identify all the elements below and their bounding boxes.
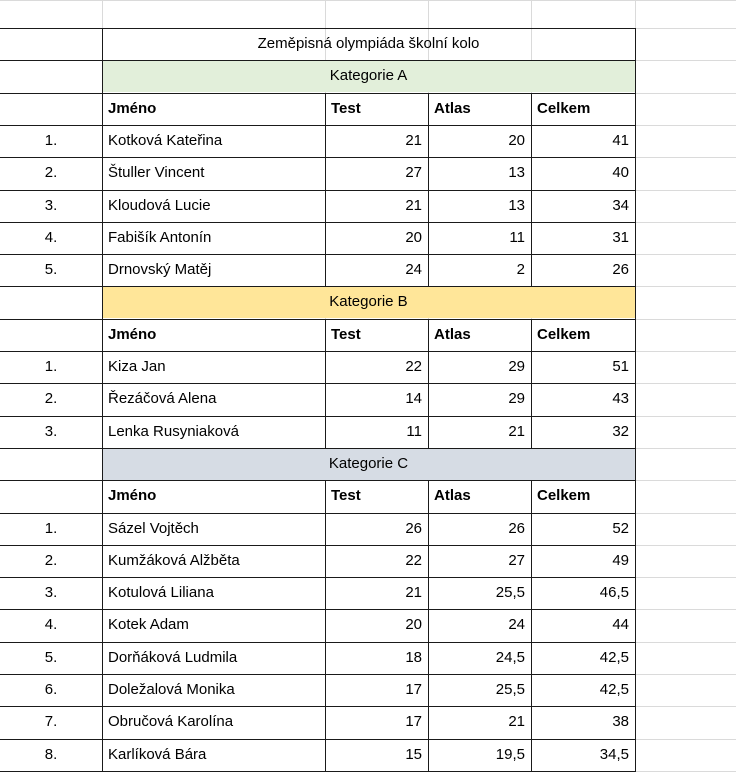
row-border <box>0 577 635 578</box>
row-border <box>0 545 635 546</box>
rank-cell[interactable]: 5. <box>44 649 58 666</box>
grid-line <box>635 157 736 158</box>
total-cell[interactable]: 49 <box>612 552 629 569</box>
grid-line <box>635 125 736 126</box>
test-cell[interactable]: 20 <box>405 616 422 633</box>
total-cell[interactable]: 34,5 <box>599 746 629 763</box>
test-cell[interactable]: 22 <box>405 358 422 375</box>
column-border <box>325 93 326 287</box>
row-border <box>0 416 635 417</box>
category-header[interactable]: Kategorie C <box>328 455 409 472</box>
rank-cell[interactable]: 2. <box>44 390 58 407</box>
rank-cell[interactable]: 8. <box>44 746 58 763</box>
row-border <box>0 609 635 610</box>
total-cell[interactable]: 40 <box>612 164 629 181</box>
rank-cell[interactable]: 1. <box>44 358 58 375</box>
total-cell[interactable]: 51 <box>612 358 629 375</box>
grid-line <box>635 706 736 707</box>
atlas-cell[interactable]: 25,5 <box>495 681 525 698</box>
name-cell[interactable]: Sázel Vojtěch <box>108 520 199 537</box>
row-border <box>0 448 635 449</box>
column-border <box>428 480 429 772</box>
grid-line <box>635 739 736 740</box>
grid-line <box>635 545 736 546</box>
row-border <box>0 222 635 223</box>
column-border <box>428 93 429 287</box>
row-border <box>0 93 635 94</box>
grid-line <box>635 190 736 191</box>
grid-line <box>635 319 736 320</box>
rank-cell[interactable]: 1. <box>44 132 58 149</box>
grid-line <box>635 577 736 578</box>
total-cell[interactable]: 38 <box>612 713 629 730</box>
test-cell[interactable]: 15 <box>405 746 422 763</box>
name-cell[interactable]: Řezáčová Alena <box>108 390 217 407</box>
grid-line <box>635 609 736 610</box>
rank-cell[interactable]: 4. <box>44 616 58 633</box>
name-cell[interactable]: Fabišík Antonín <box>108 229 212 246</box>
test-cell[interactable]: 21 <box>405 197 422 214</box>
atlas-cell[interactable]: 24 <box>508 616 525 633</box>
test-cell[interactable]: 18 <box>405 649 422 666</box>
grid-line <box>635 93 736 94</box>
rank-cell[interactable]: 2. <box>44 552 58 569</box>
column-border <box>428 319 429 449</box>
total-cell[interactable]: 43 <box>612 390 629 407</box>
atlas-cell[interactable]: 13 <box>508 197 525 214</box>
total-cell[interactable]: 46,5 <box>599 584 629 601</box>
column-header-atlas[interactable]: Atlas <box>434 487 471 504</box>
grid-line <box>635 642 736 643</box>
test-cell[interactable]: 17 <box>405 681 422 698</box>
test-cell[interactable]: 24 <box>405 261 422 278</box>
name-cell[interactable]: Dorňáková Ludmila <box>108 649 238 666</box>
row-border <box>0 60 635 61</box>
column-header-name[interactable]: Jméno <box>108 487 157 504</box>
name-cell[interactable]: Kumžáková Alžběta <box>108 552 240 569</box>
name-cell[interactable]: Kotulová Liliana <box>108 584 214 601</box>
atlas-cell[interactable]: 26 <box>508 520 525 537</box>
name-cell[interactable]: Doležalová Monika <box>108 681 235 698</box>
rank-cell[interactable]: 2. <box>44 164 58 181</box>
atlas-cell[interactable]: 11 <box>509 229 525 246</box>
rank-cell[interactable]: 3. <box>44 584 58 601</box>
row-border <box>0 28 635 29</box>
total-cell[interactable]: 26 <box>612 261 629 278</box>
grid-line <box>635 448 736 449</box>
total-cell[interactable]: 42,5 <box>599 681 629 698</box>
row-border <box>0 157 635 158</box>
name-cell[interactable]: Kloudová Lucie <box>108 197 211 214</box>
atlas-cell[interactable]: 20 <box>508 132 525 149</box>
grid-line <box>635 222 736 223</box>
row-border <box>0 706 635 707</box>
test-cell[interactable]: 21 <box>405 584 422 601</box>
row-border <box>0 513 635 514</box>
name-cell[interactable]: Karlíková Bára <box>108 746 207 763</box>
column-header-name[interactable]: Jméno <box>108 326 157 343</box>
total-cell[interactable]: 52 <box>612 520 629 537</box>
row-border <box>0 739 635 740</box>
column-header-atlas[interactable]: Atlas <box>434 326 471 343</box>
row-border <box>0 190 635 191</box>
sheet-title[interactable]: Zeměpisná olympiáda školní kolo <box>257 35 480 52</box>
column-border <box>531 319 532 449</box>
column-border <box>325 319 326 449</box>
row-border <box>0 383 635 384</box>
rank-cell[interactable]: 1. <box>44 520 58 537</box>
column-header-test[interactable]: Test <box>331 326 361 343</box>
rank-cell[interactable]: 3. <box>44 197 58 214</box>
row-border <box>0 286 635 287</box>
test-cell[interactable]: 26 <box>405 520 422 537</box>
atlas-cell[interactable]: 29 <box>508 390 525 407</box>
name-cell[interactable]: Kotková Kateřina <box>108 132 223 149</box>
column-header-atlas[interactable]: Atlas <box>434 100 471 117</box>
test-cell[interactable]: 14 <box>405 390 422 407</box>
grid-line <box>635 416 736 417</box>
grid-line <box>635 286 736 287</box>
atlas-cell[interactable]: 21 <box>508 713 525 730</box>
test-cell[interactable]: 21 <box>405 132 422 149</box>
grid-line <box>635 674 736 675</box>
grid-line <box>635 60 736 61</box>
test-cell[interactable]: 11 <box>406 423 422 440</box>
column-header-test[interactable]: Test <box>331 487 361 504</box>
name-cell[interactable]: Lenka Rusyniaková <box>108 423 239 440</box>
total-cell[interactable]: 32 <box>612 423 629 440</box>
grid-line <box>635 383 736 384</box>
column-border <box>325 480 326 772</box>
total-cell[interactable]: 42,5 <box>599 649 629 666</box>
column-header-name[interactable]: Jméno <box>108 100 157 117</box>
test-cell[interactable]: 22 <box>405 552 422 569</box>
rank-cell[interactable]: 6. <box>44 681 58 698</box>
name-cell[interactable]: Drnovský Matěj <box>108 261 212 278</box>
name-cell[interactable]: Kotek Adam <box>108 616 189 633</box>
atlas-cell[interactable]: 27 <box>508 552 525 569</box>
atlas-cell[interactable]: 25,5 <box>495 584 525 601</box>
row-border <box>0 254 635 255</box>
grid-line <box>635 480 736 481</box>
rank-cell[interactable]: 3. <box>44 423 58 440</box>
atlas-cell[interactable]: 21 <box>508 423 525 440</box>
name-cell[interactable]: Štuller Vincent <box>108 164 205 181</box>
name-cell[interactable]: Kiza Jan <box>108 358 166 375</box>
row-border <box>0 674 635 675</box>
test-cell[interactable]: 27 <box>405 164 422 181</box>
rank-cell[interactable]: 7. <box>44 713 58 730</box>
column-border <box>102 28 103 772</box>
column-border <box>635 28 636 772</box>
test-cell[interactable]: 20 <box>405 229 422 246</box>
row-border <box>0 125 635 126</box>
atlas-cell[interactable]: 29 <box>508 358 525 375</box>
total-cell[interactable]: 44 <box>612 616 629 633</box>
column-header-total[interactable]: Celkem <box>537 326 591 343</box>
column-border <box>531 480 532 772</box>
row-border <box>0 319 635 320</box>
atlas-cell[interactable]: 19,5 <box>495 746 525 763</box>
atlas-cell[interactable]: 2 <box>516 261 525 278</box>
category-header[interactable]: Kategorie B <box>329 293 408 310</box>
total-cell[interactable]: 41 <box>612 132 629 149</box>
column-header-test[interactable]: Test <box>331 100 361 117</box>
rank-cell[interactable]: 5. <box>44 261 58 278</box>
name-cell[interactable]: Obručová Karolína <box>108 713 234 730</box>
grid-line <box>635 28 736 29</box>
column-border <box>531 93 532 287</box>
row-border <box>0 480 635 481</box>
row-border <box>0 642 635 643</box>
total-cell[interactable]: 34 <box>612 197 629 214</box>
column-header-total[interactable]: Celkem <box>537 487 591 504</box>
grid-line <box>0 0 736 1</box>
total-cell[interactable]: 31 <box>612 229 629 246</box>
column-header-total[interactable]: Celkem <box>537 100 591 117</box>
grid-line <box>635 513 736 514</box>
grid-line <box>635 254 736 255</box>
grid-line <box>635 351 736 352</box>
test-cell[interactable]: 17 <box>405 713 422 730</box>
atlas-cell[interactable]: 13 <box>508 164 525 181</box>
rank-cell[interactable]: 4. <box>44 229 58 246</box>
row-border <box>0 351 635 352</box>
category-header[interactable]: Kategorie A <box>329 67 408 84</box>
atlas-cell[interactable]: 24,5 <box>495 649 525 666</box>
